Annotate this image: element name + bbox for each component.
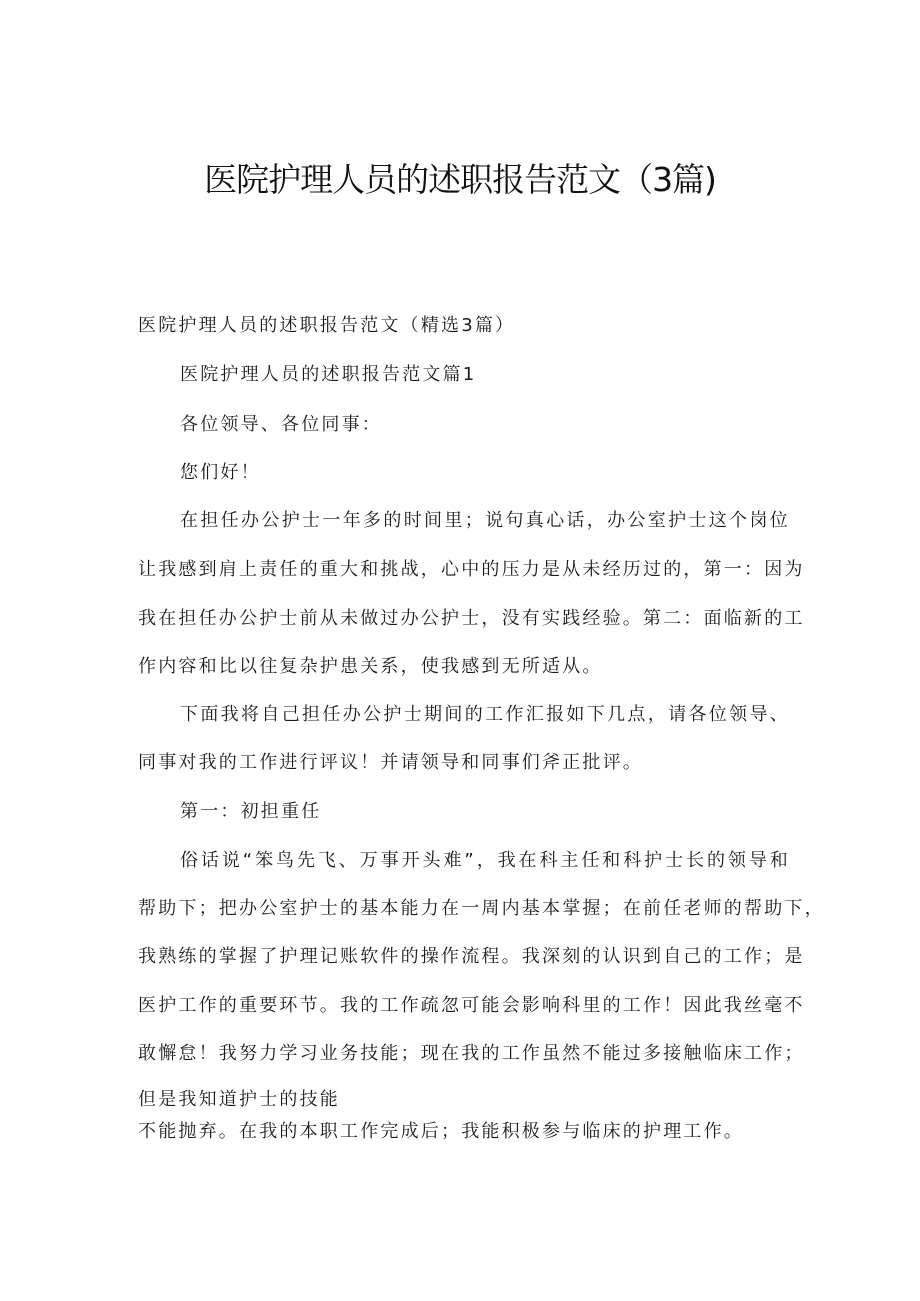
document-subtitle: 医院护理人员的述职报告范文（精选3篇） <box>138 315 516 336</box>
paragraph-line: 医护工作的重要环节。我的工作疏忽可能会影响科里的工作！因此我丝毫不 <box>138 995 805 1016</box>
paragraph-line: 下面我将自己担任办公护士期间的工作汇报如下几点，请各位领导、 <box>180 704 790 725</box>
paragraph-line: 同事对我的工作进行评议！并请领导和同事们斧正批评。 <box>138 752 643 773</box>
document-title: 医院护理人员的述职报告范文（3篇) <box>204 160 716 199</box>
greeting: 您们好！ <box>180 462 261 483</box>
salutation: 各位领导、各位同事： <box>180 414 382 435</box>
paragraph-line: 让我感到肩上责任的重大和挑战，心中的压力是从未经历过的，第一：因为 <box>138 559 805 580</box>
paragraph-line: 我熟练的掌握了护理记账软件的操作流程。我深刻的认识到自己的工作；是 <box>138 946 805 967</box>
paragraph-line: 俗话说“笨鸟先飞、万事开头难”，我在科主任和科护士长的领导和 <box>180 850 790 871</box>
point-heading: 第一：初担重任 <box>180 801 322 822</box>
paragraph-line: 不能抛弃。在我的本职工作完成后；我能积极参与临床的护理工作。 <box>138 1121 744 1142</box>
paragraph-line: 我在担任办公护士前从未做过办公护士，没有实践经验。第二：面临新的工 <box>138 608 805 629</box>
paragraph-line: 帮助下；把办公室护士的基本能力在一周内基本掌握；在前任老师的帮助下， <box>138 898 825 919</box>
paragraph-line: 但是我知道护士的技能 <box>138 1089 340 1110</box>
paragraph-line: 作内容和比以往复杂护患关系，使我感到无所适从。 <box>138 656 603 677</box>
paragraph-line: 敢懈怠！我努力学习业务技能；现在我的工作虽然不能过多接触临床工作； <box>138 1043 805 1064</box>
section-heading: 医院护理人员的述职报告范文篇1 <box>180 364 477 385</box>
paragraph-line: 在担任办公护士一年多的时间里；说句真心话，办公室护士这个岗位 <box>180 510 790 531</box>
